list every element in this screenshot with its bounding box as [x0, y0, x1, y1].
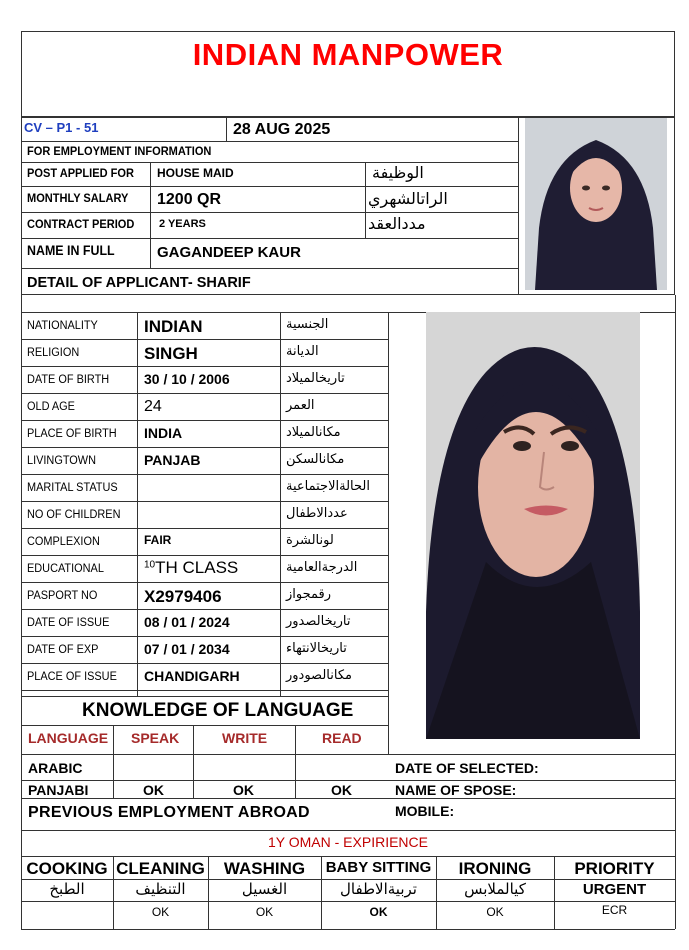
personal-label: NATIONALITY: [27, 320, 98, 332]
applicant-photo-small: [525, 118, 667, 290]
lang-header-read: READ: [322, 730, 362, 746]
lang-header-write: WRITE: [222, 730, 268, 746]
personal-value: INDIAN: [144, 317, 203, 336]
monthly-salary-label: MONTHLY SALARY: [27, 191, 129, 205]
mobile: MOBILE:: [395, 803, 455, 819]
skill-value-baby-sitting: OK: [369, 905, 388, 919]
personal-arabic: الدرجةالعامية: [286, 560, 358, 575]
skill-cooking: COOKING: [26, 859, 108, 878]
personal-arabic: لونالشرة: [286, 533, 334, 548]
lang-header-language: LANGUAGE: [28, 730, 109, 746]
lang-header-speak: SPEAK: [131, 730, 180, 746]
page-title: INDIAN MANPOWER: [192, 37, 504, 72]
personal-value: PANJAB: [144, 452, 201, 468]
applicant-detail: DETAIL OF APPLICANT- SHARIF: [27, 275, 251, 291]
skill-baby-sitting: BABY SITTING: [325, 859, 432, 876]
personal-label: EDUCATIONAL: [27, 563, 104, 575]
personal-arabic: الحالةالاجتماعية: [286, 479, 370, 494]
personal-label: COMPLEXION: [27, 536, 100, 548]
personal-value: X2979406: [144, 587, 222, 606]
personal-label: PLACE OF ISSUE: [27, 671, 117, 683]
personal-arabic: مكانالميلاد: [286, 425, 341, 440]
skill-cleaning-arabic: التنظيف: [135, 880, 186, 898]
skill-washing: WASHING: [223, 859, 306, 878]
contract-period-value: 2 YEARS: [159, 218, 206, 230]
personal-arabic: تاريخالميلاد: [286, 371, 345, 386]
skill-value-priority: ECR: [601, 903, 628, 917]
personal-value: 30 / 10 / 2006: [144, 371, 230, 387]
personal-value: 24: [144, 398, 162, 415]
panjabi-read: OK: [331, 782, 352, 798]
personal-arabic: عددالاطفال: [286, 506, 348, 521]
personal-arabic: الجنسية: [286, 317, 329, 332]
panjabi-speak: OK: [143, 782, 164, 798]
personal-value: 07 / 01 / 2034: [144, 641, 230, 657]
skill-value-ironing: OK: [486, 905, 504, 919]
personal-arabic: رقمجواز: [286, 587, 332, 602]
name-value: GAGANDEEP KAUR: [157, 244, 301, 261]
lang-row-arabic: ARABIC: [28, 760, 83, 776]
skill-ironing: IRONING: [458, 859, 532, 878]
personal-arabic: تاريخالصدور: [286, 614, 351, 629]
name-label: NAME IN FULL: [27, 243, 115, 258]
personal-label: LIVINGTOWN: [27, 455, 97, 467]
language-title: KNOWLEDGE OF LANGUAGE: [82, 700, 354, 721]
skill-ironing-arabic: كيالملابس: [464, 880, 526, 898]
post-applied-arabic: الوظيفة: [372, 163, 424, 182]
personal-label: DATE OF ISSUE: [27, 617, 110, 629]
education-value: TH CLASS: [155, 558, 239, 577]
skill-value-washing: OK: [255, 905, 274, 919]
previous-employment-title: PREVIOUS EMPLOYMENT ABROAD: [28, 804, 310, 821]
personal-arabic: الديانة: [286, 344, 319, 359]
personal-label: RELIGION: [27, 347, 80, 359]
personal-label: DATE OF BIRTH: [27, 374, 110, 386]
experience: 1Y OMAN - EXPIRIENCE: [267, 834, 428, 850]
employment-section-title: FOR EMPLOYMENT INFORMATION: [27, 144, 212, 158]
skill-priority: PRIORITY: [574, 859, 655, 878]
priority-value: URGENT: [582, 881, 647, 898]
personal-label: DATE OF EXP: [27, 644, 99, 656]
personal-value: CHANDIGARH: [144, 668, 240, 684]
cv-number: CV – P1 - 51: [24, 120, 99, 135]
personal-label: NO OF CHILDREN: [27, 509, 121, 521]
skill-value-cleaning: OK: [151, 905, 170, 919]
personal-arabic: مكانالصودور: [286, 668, 352, 683]
personal-label: OLD AGE: [27, 401, 75, 413]
date-value: 28 AUG 2025: [233, 121, 331, 138]
post-applied-value: HOUSE MAID: [157, 166, 234, 180]
monthly-salary-arabic: الراتالشهري: [368, 189, 448, 208]
lang-row-panjabi: PANJABI: [28, 782, 89, 798]
panjabi-write: OK: [233, 782, 254, 798]
personal-arabic: تاريخالانتهاء: [286, 641, 347, 656]
personal-label: PASPORT NO: [27, 590, 98, 602]
applicant-photo-large: [426, 312, 640, 739]
name-of-spouse: NAME OF SPOSE:: [395, 782, 517, 798]
skill-baby-sitting-arabic: تربيةالاطفال: [340, 880, 417, 898]
personal-label: PLACE OF BIRTH: [27, 428, 117, 440]
monthly-salary-value: 1200 QR: [157, 191, 222, 208]
skill-cleaning: CLEANING: [116, 859, 205, 878]
education-superscript: 10: [144, 559, 156, 571]
contract-period-arabic: مددالعقد: [368, 214, 426, 233]
personal-arabic: العمر: [286, 398, 315, 413]
skill-washing-arabic: الغسيل: [241, 880, 288, 898]
personal-value: SINGH: [144, 344, 198, 363]
personal-value: [144, 559, 238, 576]
personal-value: INDIA: [144, 425, 183, 441]
contract-period-label: CONTRACT PERIOD: [27, 217, 135, 231]
personal-value: FAIR: [144, 533, 172, 547]
post-applied-label: POST APPLIED FOR: [27, 166, 134, 180]
personal-arabic: مكانالسكن: [286, 452, 345, 467]
date-of-selected: DATE OF SELECTED:: [395, 760, 539, 776]
skill-cooking-arabic: الطبخ: [49, 880, 85, 898]
personal-label: MARITAL STATUS: [27, 482, 118, 494]
personal-value: 08 / 01 / 2024: [144, 614, 230, 630]
